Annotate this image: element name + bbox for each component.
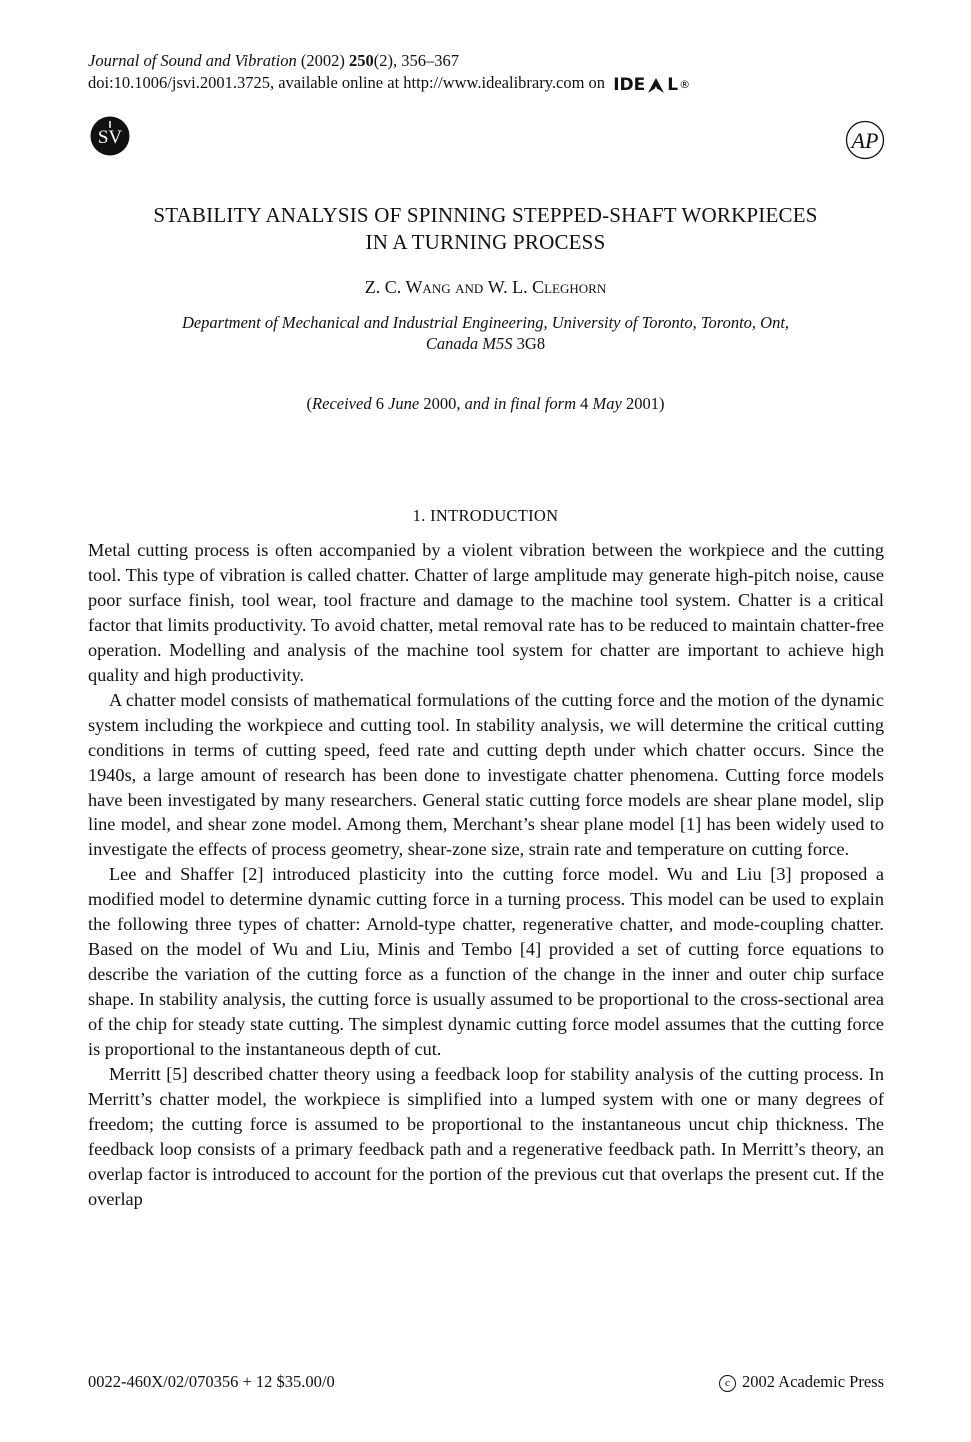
section-heading: 1. INTRODUCTION [412, 506, 559, 525]
affiliation [110, 312, 861, 354]
paragraph-2: A chatter model consists of mathematical formulations of the cutting force and the motion of the dynamic system including the workpiece and cutting tool. In stability analysis, we will determine the critical cutting conditions in terms of cutting speed, feed rate and cutting depth under which chatter occurs. Since the 1940s, a large amount of research has been done to investigate chatter phenomena. Cutting force models have been investigated by many researchers. General static cutting force models are shear plane model, slip line model, and shear zone model. Among them, Merchant’s shear plane model [1] has been widely used to investigate the effects of process geometry, shear-zone size, strain rate and temperature on cutting force. [88, 689, 884, 860]
received-month: June [388, 394, 420, 413]
doi-line [88, 72, 690, 96]
affiliation-line-2b: 3G8 [516, 334, 546, 353]
final-form-label: and in final form [464, 394, 576, 413]
final-month: May [592, 394, 622, 413]
journal-name: Journal of Sound and Vibration [88, 51, 297, 70]
title-line-1: STABILITY ANALYSIS OF SPINNING STEPPED-SHAFT WORKPIECES [153, 203, 818, 227]
copyright-icon: c [719, 1375, 736, 1392]
ap-logo-text: AP [851, 128, 879, 153]
paragraph-1: Metal cutting process is often accompanied by a violent vibration between the workpiece and the cutting tool. This type of vibration is called chatter. Chatter of large amplitude may generate high-pitch noise, cause poor surface finish, tool wear, tool fracture and damage to the machine tool system. Chatter is a critical factor that limits productivity. To avoid chatter, metal removal rate has to be reduced to maintain chatter-free operation. Modelling and analysis of the machine tool system for chatter are important to achieve high quality and high productivity. [88, 540, 884, 685]
copyright [719, 1372, 884, 1392]
journal-header [88, 50, 690, 96]
title-line-2: IN A TURNING PROCESS [365, 230, 606, 254]
journal-volume: 250 [348, 51, 374, 70]
received-label: Received [312, 394, 372, 413]
affiliation-line-2a: Canada M5S [425, 334, 517, 353]
received-open: ( [306, 394, 313, 413]
paragraph-3: Lee and Shaffer [2] introduced plasticity into the cutting force model. Wu and Liu [3] proposed a modified model to determine dynamic cutting force in a turning process. This model can be used to explain the following three types of chatter: Arnold-type chatter, regenerative chatter, and mode-coupling chatter. Based on the model of Wu and Liu, Minis and Tembo [4] provided a set of cutting force equations to describe the variation of the cutting force as a function of the change in the inner and outer chip surface shape. In stability analysis, the cutting force is usually assumed to be proportional to the cross-sectional area of the chip for steady state cutting. The simplest dynamic cutting force model assumes that the cutting force is proportional to the instantaneous depth of cut. [88, 864, 884, 1060]
sv-publisher-logo [90, 116, 130, 156]
paper-title [60, 202, 911, 256]
author-conjunction: and [455, 277, 484, 297]
final-day: 4 [576, 394, 593, 413]
received-year: 2000, [419, 394, 465, 413]
authors [60, 276, 911, 298]
affiliation-line-1: Department of Mechanical and Industrial Engineering, University of Toronto, Toronto, Ont, [181, 313, 790, 332]
journal-year: (2002) [300, 51, 345, 70]
body-text [88, 538, 884, 1212]
author-2: W. L. Cleghorn [487, 277, 607, 297]
affiliation-line-2 [110, 333, 861, 354]
registered-mark: ® [679, 78, 691, 91]
paragraph-4: Merritt [5] described chatter theory using a feedback loop for stability analysis of the cutting process. In Merritt’s chatter model, the workpiece is simplified into a lumped system with one or many degrees of freedom; the cutting force is assumed to be proportional to the instantaneous uncut chip thickness. The feedback loop consists of a primary feedback path and a regenerative feedback path. In Merritt’s theory, an overlap factor is introduced to account for the portion of the previous cut that overlaps the present cut. If the overlap [88, 1064, 884, 1209]
author-1: Z. C. Wang [364, 277, 451, 297]
received-dates [60, 393, 911, 414]
received-day: 6 [371, 394, 389, 413]
issn-price: 0022-460X/02/070356 + 12 $35.00/0 [88, 1372, 335, 1391]
ideal-logo-text-right: L [667, 75, 679, 95]
final-year: 2001) [621, 394, 665, 413]
sv-logo-text: SV [97, 127, 123, 148]
journal-issue-pages: (2), 356–367 [373, 51, 459, 70]
citation-line [88, 50, 690, 72]
ideal-logo-text-left: IDE [613, 75, 646, 95]
copyright-text: 2002 Academic Press [741, 1372, 884, 1391]
ap-publisher-logo [845, 120, 885, 160]
doi-text: doi:10.1006/jsvi.2001.3725, available online at http://www.idealibrary.com on [88, 73, 606, 92]
ideal-logo [613, 74, 690, 96]
ideal-arrow-icon [646, 76, 666, 94]
